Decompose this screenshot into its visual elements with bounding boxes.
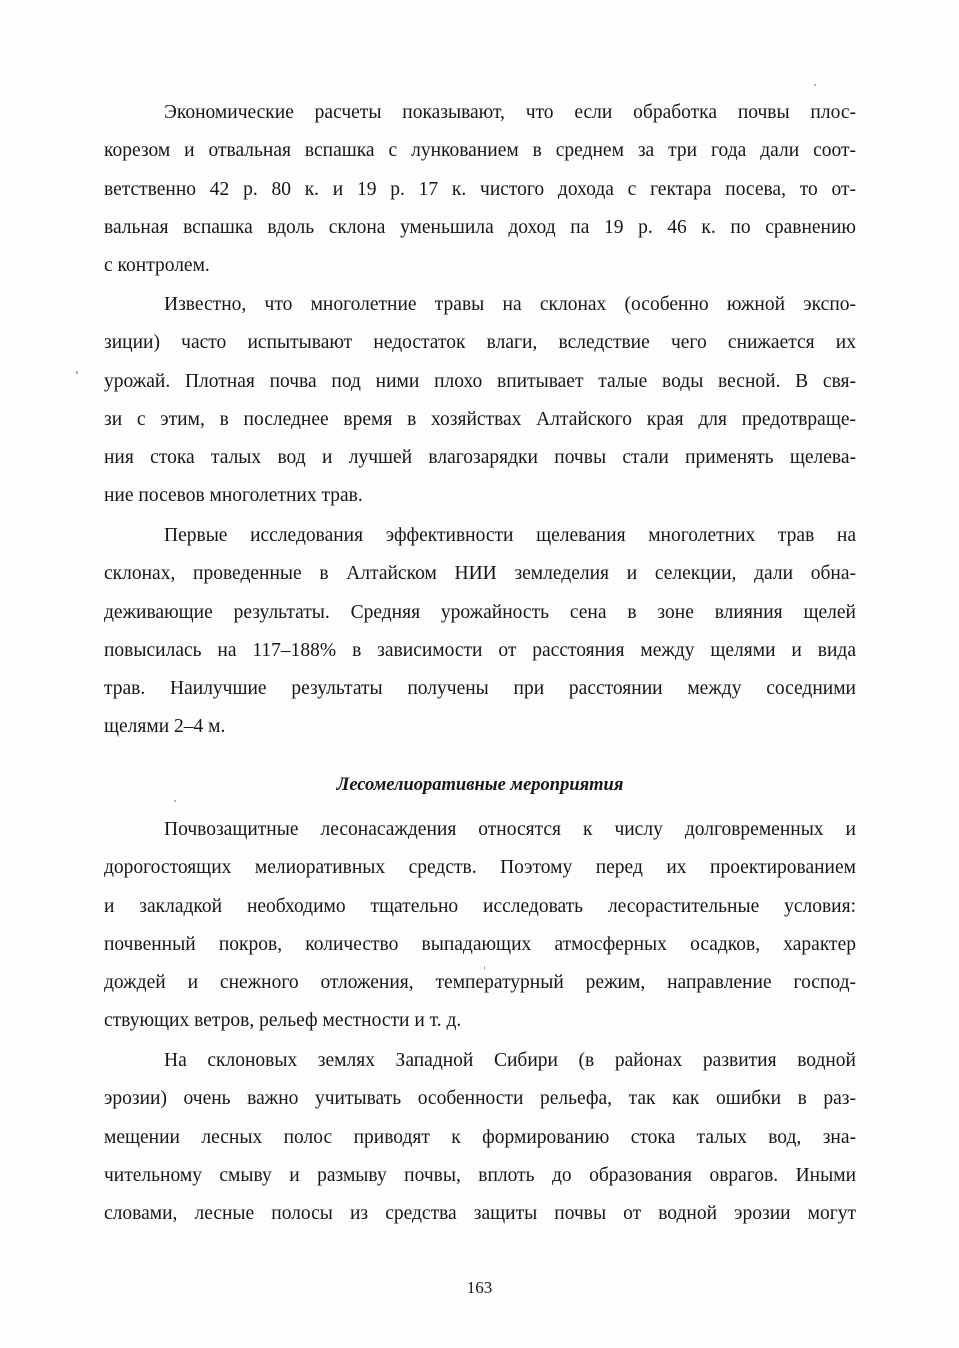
- text-line: мещении лесных полос приводят к формированию стока талых вод, зна-: [104, 1126, 856, 1148]
- paragraph-perennial-grasses: [104, 286, 856, 516]
- text-line: деживающие результаты. Средняя урожайность сена в зоне влияния щелей: [104, 601, 856, 623]
- section-heading: Лесомелиоративные мероприятия: [336, 775, 624, 795]
- paragraph-economic-calculations: [104, 94, 856, 285]
- text-line: Первые исследования эффективности щелевания многолетних трав на: [164, 525, 856, 546]
- text-line: дорогостоящих мелиоративных средств. Поэтому перед их проектированием: [104, 857, 856, 879]
- text-line: Экономические расчеты показывают, что если обработка почвы плос-: [164, 102, 856, 123]
- text-line: почвенный покров, количество выпадающих атмосферных осадков, характер: [104, 933, 856, 955]
- text-line: ния стока талых вод и лучшей влагозарядки почвы стали применять щелева-: [104, 447, 856, 469]
- text-line: На склоновых землях Западной Сибири (в районах развития водной: [164, 1050, 856, 1071]
- text-line: корезом и отвальная вспашка с лункованием в среднем за три года дали соот-: [104, 140, 856, 162]
- paragraph-protective-plantings: [104, 811, 856, 1041]
- paragraph-slope-lands: [104, 1042, 856, 1233]
- text-line: эрозии) очень важно учитывать особенности рельефа, так как ошибки в раз-: [104, 1088, 856, 1110]
- text-line: Известно, что многолетние травы на склонах (особенно южной экспо-: [164, 294, 856, 315]
- text-line: щелями 2–4 м.: [104, 716, 226, 738]
- text-line: урожай. Плотная почва под ними плохо впитывает талые воды весной. В свя-: [104, 370, 856, 392]
- text-line: с контролем.: [104, 255, 210, 277]
- scan-speck: [174, 800, 176, 802]
- text-line: повысилась на 117–188% в зависимости от расстояния между щелями и вида: [104, 639, 856, 661]
- text-line: Почвозащитные лесонасаждения относятся к числу долговременных и: [164, 819, 856, 840]
- text-line: ветственно 42 р. 80 к. и 19 р. 17 к. чистого дохода с гектара посева, то от-: [104, 178, 856, 200]
- scan-speck: [814, 84, 816, 86]
- paragraph-first-studies: [104, 517, 856, 747]
- scan-speck: [76, 371, 78, 374]
- text-line: зи с этим, в последнее время в хозяйствах Алтайского края для предотвраще-: [104, 408, 856, 430]
- text-line: трав. Наилучшие результаты получены при расстоянии между соседними: [104, 678, 856, 700]
- scan-speck: [484, 966, 485, 970]
- text-line: словами, лесные полосы из средства защиты почвы от водной эрозии могут: [104, 1203, 856, 1225]
- text-line: ствующих ветров, рельеф местности и т. д.: [104, 1010, 462, 1032]
- text-line: и закладкой необходимо тщательно исследовать лесорастительные условия:: [104, 895, 856, 917]
- text-line: вальная вспашка вдоль склона уменьшила доход па 19 р. 46 к. по сравнению: [104, 216, 856, 238]
- text-line: дождей и снежного отложения, температурный режим, направление господ-: [104, 972, 856, 994]
- text-line: зиции) часто испытывают недостаток влаги, вследствие чего снижается их: [104, 332, 856, 354]
- text-line: чительному смыву и размыву почвы, вплоть до образования оврагов. Иными: [104, 1164, 856, 1186]
- text-line: склонах, проведенные в Алтайском НИИ земледелия и селекции, дали обна-: [104, 563, 856, 585]
- page-number: 163: [466, 1278, 493, 1297]
- text-line: ние посевов многолетних трав.: [104, 485, 363, 507]
